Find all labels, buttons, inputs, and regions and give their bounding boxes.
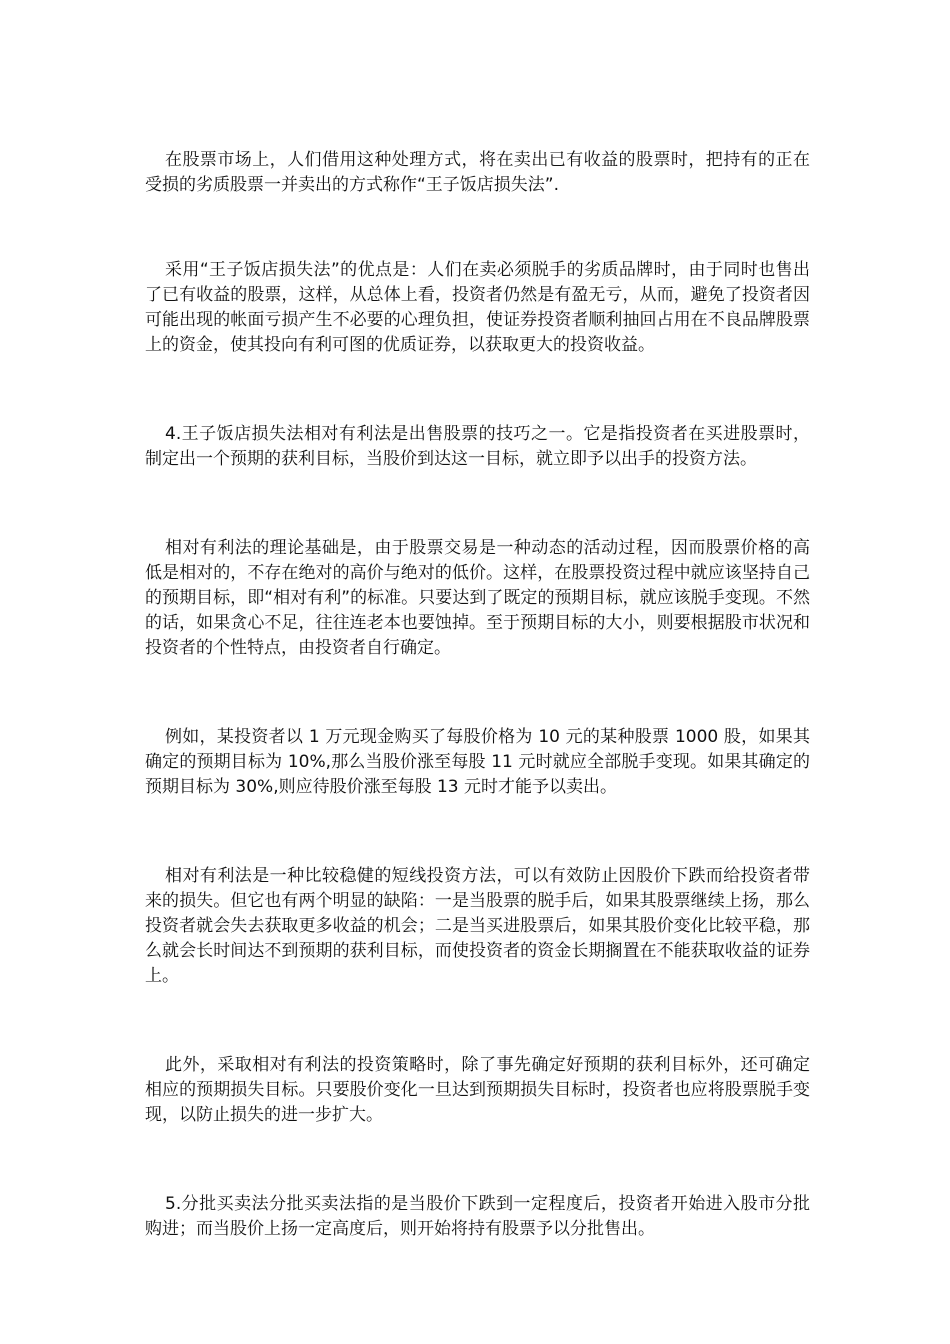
paragraph-wangzi-method-advantages: 采用“王子饭店损失法”的优点是：人们在卖必须脱手的劣质品牌时，由于同时也售出了已有收益的股票，这样，从总体上看，投资者仍然是有盈无亏，从而，避免了投资者因可能出现的帐面亏损产生不必要的心理负担，使证券投资者顺利抽回占用在不良品牌股票上的资金，使其投向有利可图的优质证券，以获取更大的投资收益。 (145, 260, 810, 355)
document-body (145, 148, 810, 1242)
paragraph-relative-profit-method: 4.王子饭店损失法相对有利法是出售股票的技巧之一。它是指投资者在买进股票时，制定出一个预期的获利目标，当股价到达这一目标，就立即予以出手的投资方法。 (145, 424, 810, 469)
paragraph-relative-profit-theory: 相对有利法的理论基础是，由于股票交易是一种动态的活动过程，因而股票价格的高低是相对的，不存在绝对的高价与绝对的低价。这样，在股票投资过程中就应该坚持自己的预期目标，即“相对有利”的标准。只要达到了既定的预期目标，就应该脱手变现。不然的话，如果贪心不足，往往连老本也要蚀掉。至于预期目标的大小，则要根据股市状况和投资者的个性特点，由投资者自行确定。 (145, 538, 810, 658)
paragraph-pros-and-cons: 相对有利法是一种比较稳健的短线投资方法，可以有效防止因股价下跌而给投资者带来的损失。但它也有两个明显的缺陷：一是当股票的脱手后，如果其股票继续上扬，那么投资者就会失去获取更多收益的机会；二是当买进股票后，如果其股价变化比较平稳，那么就会长时间达不到预期的获利目标，而使投资者的资金长期搁置在不能获取收益的证券上。 (145, 866, 810, 986)
paragraph-batch-trading-method: 5.分批买卖法分批买卖法指的是当股价下跌到一定程度后，投资者开始进入股市分批购进；而当股价上扬一定高度后，则开始将持有股票予以分批售出。 (145, 1194, 810, 1239)
paragraph-loss-target: 此外，采取相对有利法的投资策略时，除了事先确定好预期的获利目标外，还可确定相应的预期损失目标。只要股价变化一旦达到预期损失目标时，投资者也应将股票脱手变现，以防止损失的进一步扩大。 (145, 1055, 810, 1125)
paragraph-example: 例如，某投资者以 1 万元现金购买了每股价格为 10 元的某种股票 1000 股，如果其确定的预期目标为 10%,那么当股价涨至每股 11 元时就应全部脱手变现。如果其确定的预期目标为 30%,则应待股价涨至每股 13 元时才能予以卖出。 (145, 727, 810, 797)
paragraph-wangzi-method-definition: 在股票市场上，人们借用这种处理方式，将在卖出已有收益的股票时，把持有的正在受损的劣质股票一并卖出的方式称作“王子饭店损失法”. (145, 150, 810, 195)
